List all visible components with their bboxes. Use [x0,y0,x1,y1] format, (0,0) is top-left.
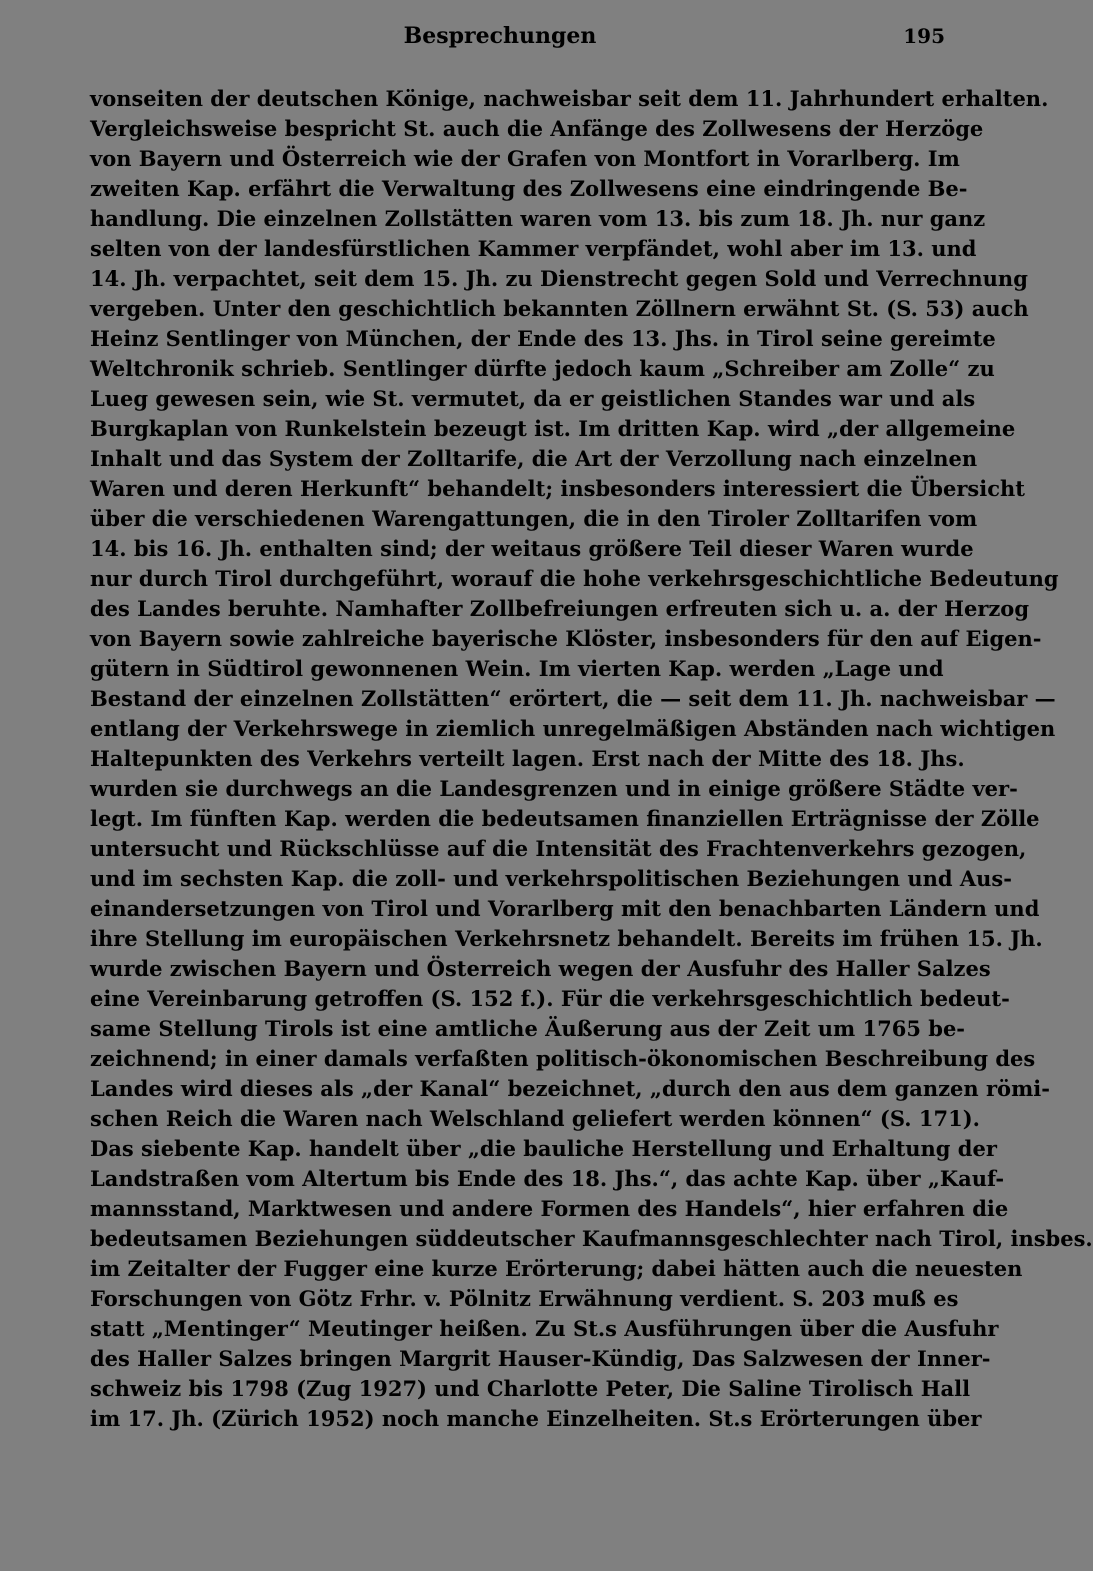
body-text [90,84,1093,1434]
text-line: und im sechsten Kap. die zoll- und verkehrspolitischen Beziehungen und Aus- [90,866,1012,891]
text-line: Das siebente Kap. handelt über „die bauliche Herstellung und Erhaltung der [90,1136,997,1161]
text-line: zweiten Kap. erfährt die Verwaltung des Zollwesens eine eindringende Be- [90,176,968,201]
text-line: vergeben. Unter den geschichtlich bekannten Zöllnern erwähnt St. (S. 53) auch [90,296,1029,321]
text-line: schweiz bis 1798 (Zug 1927) und Charlotte Peter, Die Saline Tirolisch Hall [90,1376,971,1401]
running-title: Besprechungen [403,23,597,49]
text-line: wurden sie durchwegs an die Landesgrenzen und in einige größere Städte ver- [90,776,1018,801]
text-line: 14. Jh. verpachtet, seit dem 15. Jh. zu Dienstrecht gegen Sold und Verrechnung [90,266,1028,291]
text-line: handlung. Die einzelnen Zollstätten waren vom 13. bis zum 18. Jh. nur ganz [90,206,986,231]
text-line: über die verschiedenen Warengattungen, die in den Tiroler Zolltarifen vom [90,506,978,531]
text-line: von Bayern und Österreich wie der Grafen von Montfort in Vorarlberg. Im [90,146,960,171]
text-line: same Stellung Tirols ist eine amtliche Äußerung aus der Zeit um 1765 be- [90,1016,966,1041]
text-line: mannsstand, Marktwesen und andere Formen des Handels“, hier erfahren die [90,1196,1009,1221]
text-line: gütern in Südtirol gewonnenen Wein. Im vierten Kap. werden „Lage und [90,656,944,681]
text-line: Landstraßen vom Altertum bis Ende des 18. Jhs.“, das achte Kap. über „Kauf- [90,1166,1005,1191]
text-line: Vergleichsweise bespricht St. auch die Anfänge des Zollwesens der Herzöge [90,116,984,141]
text-line: Lueg gewesen sein, wie St. vermutet, da er geistlichen Standes war und als [90,386,976,411]
text-line: Landes wird dieses als „der Kanal“ bezeichnet, „durch den aus dem ganzen römi- [90,1076,1050,1101]
text-line: des Haller Salzes bringen Margrit Hauser-Kündig, Das Salzwesen der Inner- [90,1346,991,1371]
text-line: untersucht und Rückschlüsse auf die Intensität des Frachtenverkehrs gezogen, [90,836,1027,861]
text-line: 14. bis 16. Jh. enthalten sind; der weitaus größere Teil dieser Waren wurde [90,536,974,561]
text-line: ihre Stellung im europäischen Verkehrsnetz behandelt. Bereits im frühen 15. Jh. [90,926,1043,951]
text-line: Heinz Sentlinger von München, der Ende des 13. Jhs. in Tirol seine gereimte [90,326,996,351]
text-line: Haltepunkten des Verkehrs verteilt lagen. Erst nach der Mitte des 18. Jhs. [90,746,965,771]
text-line: vonseiten der deutschen Könige, nachweisbar seit dem 11. Jahrhundert erhalten. [90,86,1049,111]
text-line: bedeutsamen Beziehungen süddeutscher Kaufmannsgeschlechter nach Tirol, insbes. [90,1226,1093,1251]
text-line: eine Vereinbarung getroffen (S. 152 f.). Für die verkehrsgeschichtlich bedeut- [90,986,1010,1011]
text-line: schen Reich die Waren nach Welschland geliefert werden können“ (S. 171). [90,1106,980,1131]
text-line: Bestand der einzelnen Zollstätten“ erörtert, die — seit dem 11. Jh. nachweisbar — [90,686,1056,711]
text-line: zeichnend; in einer damals verfaßten politisch-ökonomischen Beschreibung des [90,1046,1036,1071]
text-line: des Landes beruhte. Namhafter Zollbefreiungen erfreuten sich u. a. der Herzog [90,596,1030,621]
text-line: im 17. Jh. (Zürich 1952) noch manche Einzelheiten. St.s Erörterungen über [90,1406,982,1431]
text-line: Waren und deren Herkunft“ behandelt; insbesonders interessiert die Übersicht [90,476,1025,501]
text-line: Weltchronik schrieb. Sentlinger dürfte jedoch kaum „Schreiber am Zolle“ zu [90,356,995,381]
text-line: legt. Im fünften Kap. werden die bedeutsamen finanziellen Erträgnisse der Zölle [90,806,1040,831]
text-line: selten von der landesfürstlichen Kammer verpfändet, wohl aber im 13. und [90,236,977,261]
text-line: nur durch Tirol durchgeführt, worauf die hohe verkehrsgeschichtliche Bedeutung [90,566,1059,591]
text-line: Inhalt und das System der Zolltarife, die Art der Verzollung nach einzelnen [90,446,978,471]
text-line: statt „Mentinger“ Meutinger heißen. Zu St.s Ausführungen über die Ausfuhr [90,1316,999,1341]
text-line: wurde zwischen Bayern und Österreich wegen der Ausfuhr des Haller Salzes [90,956,991,981]
text-line: Forschungen von Götz Frhr. v. Pölnitz Erwähnung verdient. S. 203 muß es [90,1286,959,1311]
page-number: 195 [903,24,945,48]
text-line: einandersetzungen von Tirol und Vorarlberg mit den benachbarten Ländern und [90,896,1040,921]
text-line: von Bayern sowie zahlreiche bayerische Klöster, insbesonders für den auf Eigen- [90,626,1042,651]
text-line: entlang der Verkehrswege in ziemlich unregelmäßigen Abständen nach wichtigen [90,716,1056,741]
running-head [0,22,1000,50]
text-line: Burgkaplan von Runkelstein bezeugt ist. Im dritten Kap. wird „der allgemeine [90,416,1016,441]
text-line: im Zeitalter der Fugger eine kurze Erörterung; dabei hätten auch die neuesten [90,1256,1023,1281]
